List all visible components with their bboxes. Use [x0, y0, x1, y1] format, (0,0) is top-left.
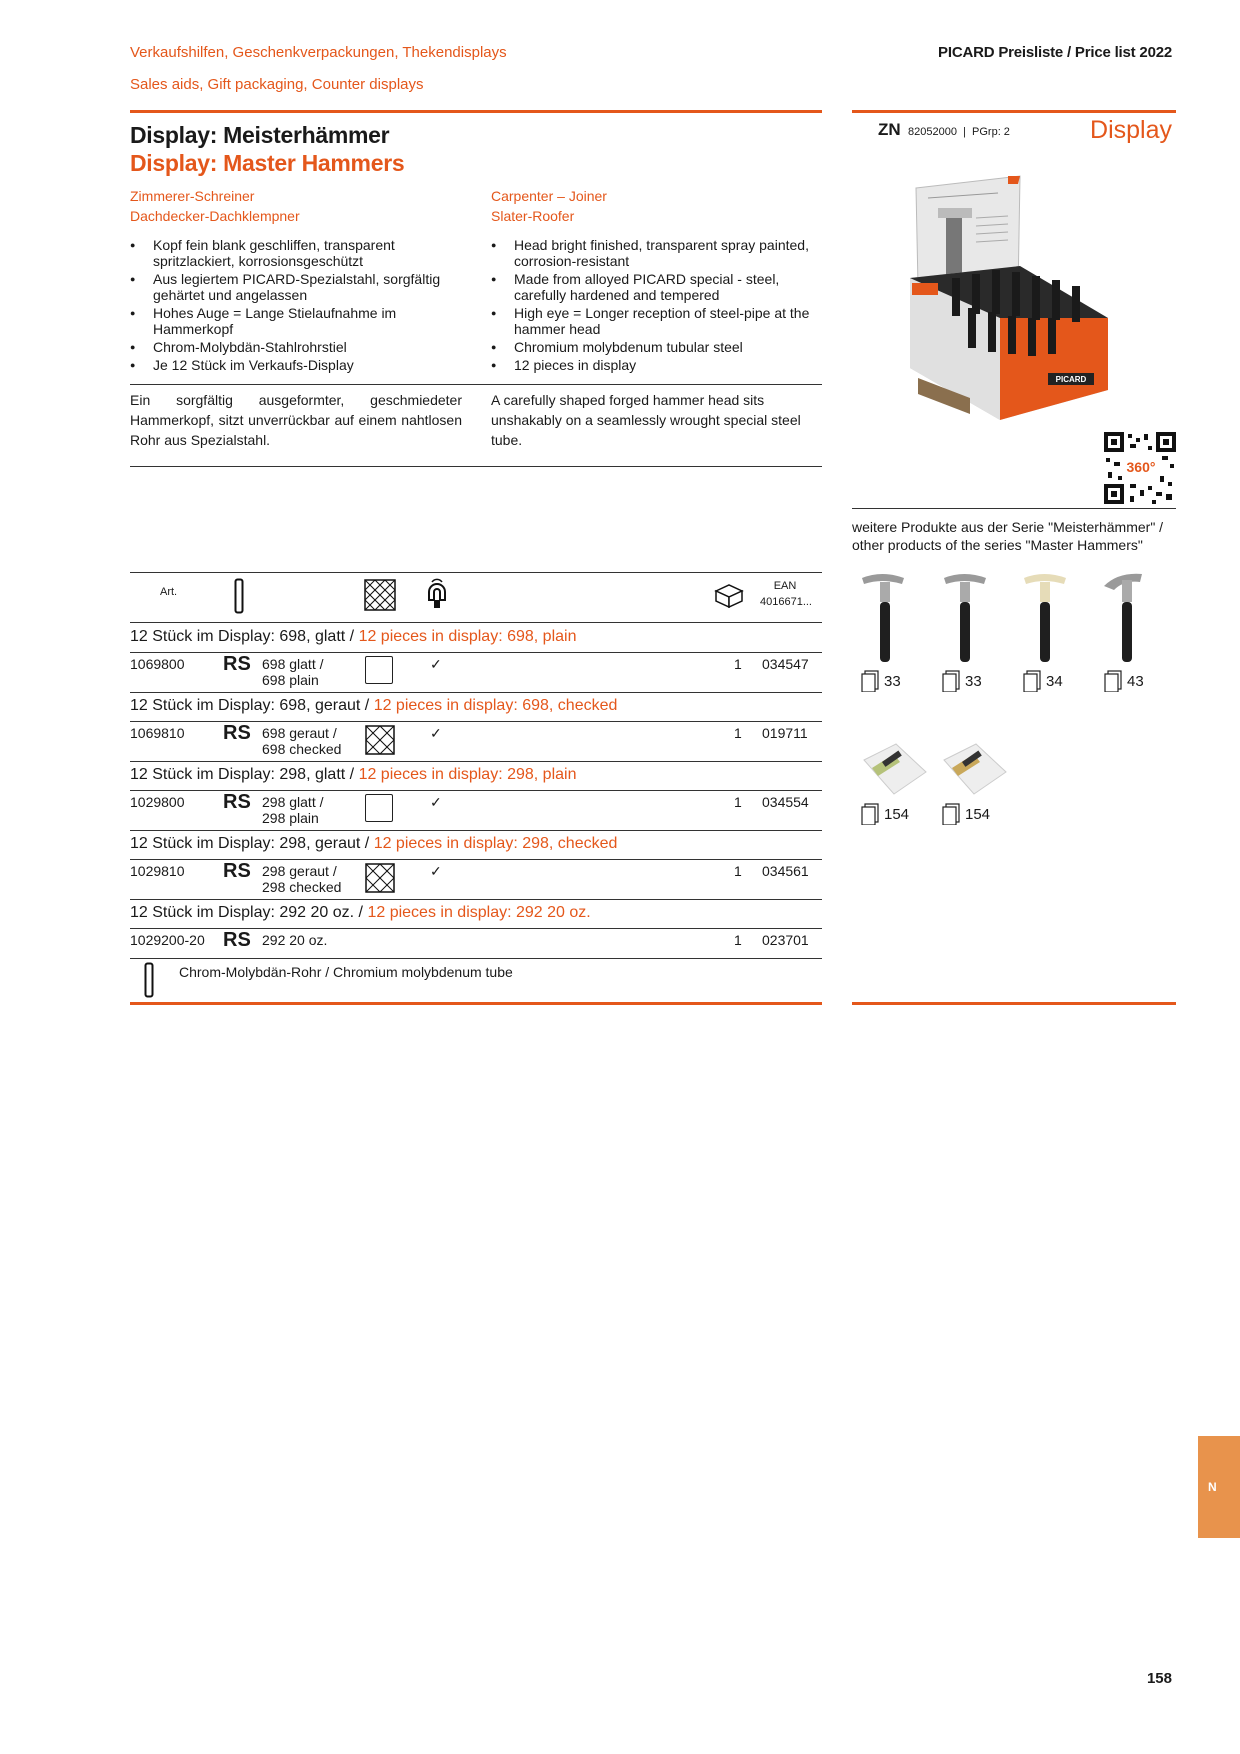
series-text: weitere Produkte aus der Serie "Meisterhämmer" / other products of the series "Master Hammers": [852, 519, 1164, 553]
main-top-rule: [130, 110, 822, 113]
side-bottom-rule: [852, 1002, 1176, 1005]
table-header-rule: [130, 622, 822, 623]
desc-bottom-rule: [130, 466, 822, 467]
ean-code: 019711: [762, 725, 808, 741]
trade-en-2: Slater-Roofer: [491, 208, 575, 224]
row-rule: [130, 761, 822, 762]
category-de: Verkaufshilfen, Geschenkverpackungen, Thekendisplays: [130, 44, 507, 61]
display-product-image: [908, 168, 1118, 430]
zn-label: ZN: [878, 120, 901, 139]
desc-top-rule: [130, 384, 822, 385]
feature-de: ● Chrom-Molybdän-Stahlrohrstiel: [130, 339, 460, 355]
features-en: [491, 237, 821, 373]
quantity: 1: [734, 794, 742, 810]
trade-de-2: Dachdecker-Dachklempner: [130, 208, 300, 224]
article-number: 1029200-20: [130, 932, 205, 948]
feature-en: ● 12 pieces in display: [491, 357, 821, 373]
page-icon: [941, 803, 963, 825]
table-row[interactable]: [130, 860, 822, 899]
ean-code: 034561: [762, 863, 809, 879]
series-page-ref[interactable]: 33: [860, 670, 901, 692]
description-en: A carefully shaped forged hammer head sits unshakably on a seamlessly wrought special steel tube.: [491, 392, 801, 448]
series-hammer-1: [862, 574, 904, 662]
table-row[interactable]: [130, 653, 822, 692]
magnet-check: ✓: [430, 656, 442, 672]
page-number: 158: [1146, 1670, 1172, 1687]
description-de: Ein sorgfältig ausgeformter, geschmiedeter Hammerkopf, sitzt unverrückbar auf einem nahtlosen Rohr aus Spezialstahl.: [130, 392, 462, 448]
table-top-rule: [130, 572, 822, 573]
feature-de: ● Aus legiertem PICARD-Spezialstahl, sorgfältig gehärtet und angelassen: [130, 271, 460, 303]
page-icon: [860, 670, 882, 692]
quantity: 1: [734, 932, 742, 948]
plain-face-icon: [365, 656, 393, 684]
plain-face-icon: [365, 794, 393, 822]
row-rule: [130, 692, 822, 693]
features-de: [130, 237, 460, 373]
column-de: [130, 188, 460, 375]
feature-en: ● Head bright finished, transparent spray painted, corrosion-resistant: [491, 237, 821, 269]
series-page-ref[interactable]: 43: [1103, 670, 1144, 692]
quantity: 1: [734, 656, 742, 672]
rs-code: RS: [223, 860, 251, 882]
ean-code: 034547: [762, 656, 809, 672]
tube-icon: [234, 578, 244, 619]
page-icon: [860, 803, 882, 825]
rs-code: RS: [223, 653, 251, 675]
pricelist-title: PICARD Preisliste / Price list 2022: [938, 44, 1172, 61]
section-title: 12 Stück im Display: 298, geraut / 12 pieces in display: 298, checked: [130, 835, 618, 852]
qr-code[interactable]: [1104, 432, 1176, 504]
magnet-check: ✓: [430, 863, 442, 879]
packaging-thumbnails: [860, 740, 1020, 802]
magnet-icon: [426, 578, 448, 615]
series-hammer-2: [944, 574, 986, 662]
series-page-ref[interactable]: 34: [1022, 670, 1063, 692]
row-rule: [130, 899, 822, 900]
section-tab[interactable]: N: [1198, 1436, 1240, 1538]
article-number: 1069800: [130, 656, 185, 672]
table-row[interactable]: [130, 722, 822, 761]
section-title: 12 Stück im Display: 698, glatt / 12 pieces in display: 698, plain: [130, 628, 577, 645]
product-title-de: Display: Meisterhämmer: [130, 122, 390, 148]
rs-code: RS: [223, 791, 251, 813]
series-rule: [852, 508, 1176, 509]
item-desc: 698 geraut / 698 checked: [262, 725, 342, 757]
svg-text:PICARD: PICARD: [1055, 375, 1087, 384]
main-bottom-rule: [130, 1002, 822, 1005]
row-rule: [130, 830, 822, 831]
feature-de: ● Kopf fein blank geschliffen, transparent spritzlackiert, korrosionsgeschützt: [130, 237, 460, 269]
rs-code: RS: [223, 722, 251, 744]
column-en: [491, 188, 821, 375]
magnet-check: ✓: [430, 725, 442, 741]
table-row[interactable]: [130, 791, 822, 830]
article-number: 1029800: [130, 794, 185, 810]
ean-code: 034554: [762, 794, 809, 810]
face-type-icon: [364, 577, 396, 616]
product-title-en: Display: Master Hammers: [130, 150, 405, 176]
rs-code: RS: [223, 929, 251, 951]
checked-face-icon: [365, 725, 395, 755]
feature-en: ● Made from alloyed PICARD special - steel, carefully hardened and tempered: [491, 271, 821, 303]
zn-info: 82052000 | PGrp: 2: [908, 126, 1010, 138]
page-icon: [1022, 670, 1044, 692]
pack-page-ref[interactable]: 154: [860, 803, 909, 825]
section-title: 12 Stück im Display: 292 20 oz. / 12 pieces in display: 292 20 oz.: [130, 904, 591, 921]
trade-en-1: Carpenter – Joiner: [491, 188, 607, 204]
pack-page-ref[interactable]: 154: [941, 803, 990, 825]
page-icon: [941, 670, 963, 692]
trade-de-1: Zimmerer-Schreiner: [130, 188, 255, 204]
ean-code: 023701: [762, 932, 809, 948]
series-page-ref[interactable]: 33: [941, 670, 982, 692]
feature-en: ● High eye = Longer reception of steel-pipe at the hammer head: [491, 305, 821, 337]
article-number: 1029810: [130, 863, 185, 879]
quantity: 1: [734, 863, 742, 879]
feature-en: ● Chromium molybdenum tubular steel: [491, 339, 821, 355]
legend-tube-icon: [144, 962, 154, 1003]
series-hammer-4: [1104, 574, 1142, 662]
package-icon: [714, 584, 744, 613]
item-desc: 292 20 oz.: [262, 932, 328, 948]
table-row[interactable]: [130, 929, 822, 954]
quantity: 1: [734, 725, 742, 741]
art-header: Art.: [160, 586, 178, 598]
side-top-rule: [852, 110, 1176, 113]
item-desc: 298 glatt / 298 plain: [262, 794, 324, 826]
section-title: 12 Stück im Display: 298, glatt / 12 pieces in display: 298, plain: [130, 766, 577, 783]
legend-text: Chrom-Molybdän-Rohr / Chromium molybdenum tube: [179, 964, 513, 980]
feature-de: ● Je 12 Stück im Verkaufs-Display: [130, 357, 460, 373]
ean-header: EAN 4016671...: [760, 580, 812, 608]
section-title: 12 Stück im Display: 698, geraut / 12 pieces in display: 698, checked: [130, 697, 618, 714]
category-en: Sales aids, Gift packaging, Counter displays: [130, 76, 424, 93]
qr-360-badge: 360°: [1126, 459, 1156, 475]
feature-de: ● Hohes Auge = Lange Stielaufnahme im Hammerkopf: [130, 305, 460, 337]
series-thumbnails: [852, 568, 1176, 668]
page-icon: [1103, 670, 1125, 692]
item-desc: 698 glatt / 698 plain: [262, 656, 324, 688]
item-desc: 298 geraut / 298 checked: [262, 863, 342, 895]
type-label: Display: [1090, 116, 1172, 144]
magnet-check: ✓: [430, 794, 442, 810]
series-hammer-3: [1024, 574, 1066, 662]
article-number: 1069810: [130, 725, 185, 741]
row-rule: [130, 958, 822, 959]
checked-face-icon: [365, 863, 395, 893]
